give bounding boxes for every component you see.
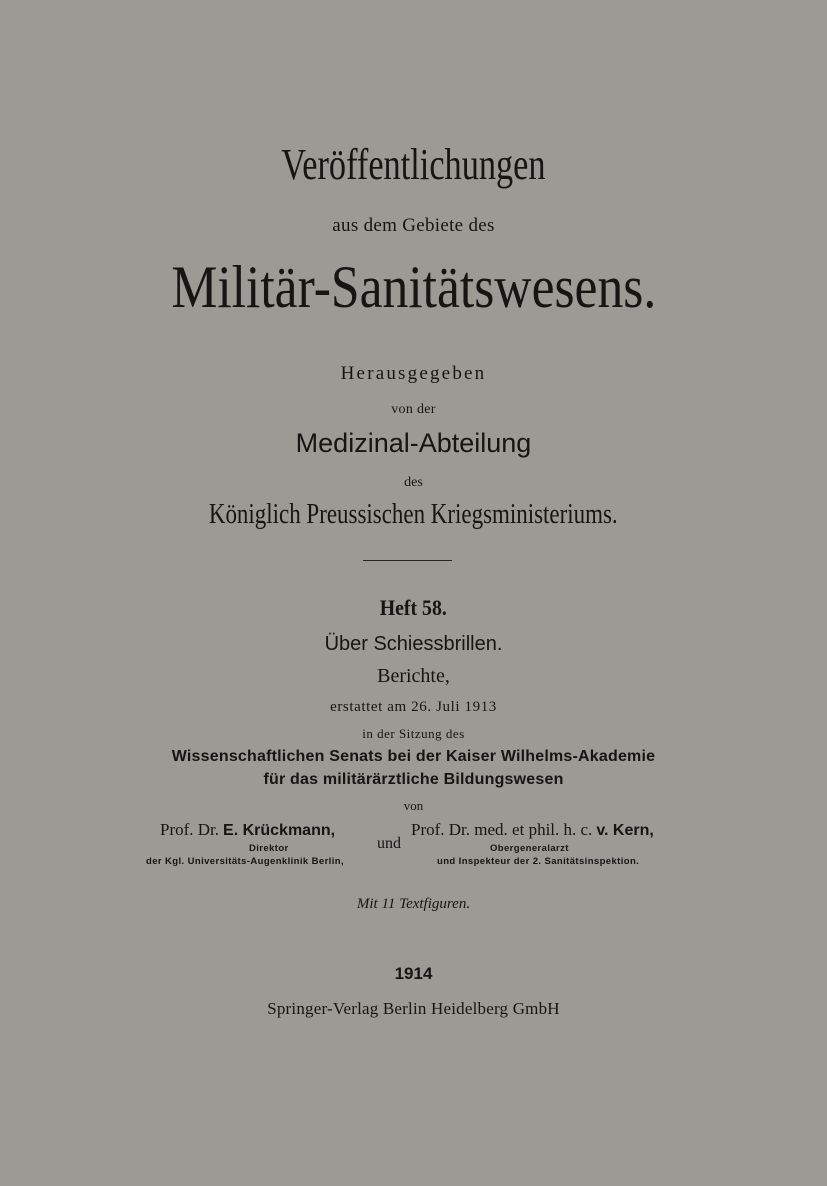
editor-label: Herausgegeben	[340, 363, 487, 384]
ministry-title: Königlich Preussischen Kriegsministeriums.	[209, 499, 618, 530]
author-left-name: Prof. Dr. E. Krückmann,	[160, 820, 336, 839]
issue-session: in der Sitzung des	[362, 726, 465, 741]
series-title: Veröffentlichungen	[281, 140, 546, 189]
editor-des: des	[404, 475, 423, 490]
department-title: Medizinal-Abteilung	[295, 428, 532, 458]
issue-reports: Berichte,	[377, 665, 450, 687]
editor-von-der: von der	[391, 402, 436, 417]
issue-date: erstattet am 26. Juli 1913	[330, 699, 497, 715]
author-right-affiliation: und Inspekteur der 2. Sanitätsinspektion.	[437, 856, 640, 867]
author-right-name: Prof. Dr. med. et phil. h. c. v. Kern,	[411, 820, 654, 839]
figures-note: Mit 11 Textfiguren.	[356, 896, 471, 912]
field-title: Militär-Sanitätswesens.	[171, 254, 656, 320]
imprint-year: 1914	[394, 964, 433, 983]
issue-subject: Über Schiessbrillen.	[324, 633, 503, 655]
author-right-role: Obergeneralarzt	[490, 843, 569, 854]
issue-number: Heft 58.	[379, 595, 448, 620]
series-subtitle: aus dem Gebiete des	[332, 215, 495, 236]
divider-rule	[363, 560, 452, 561]
authors-und: und	[377, 835, 401, 852]
authors-von: von	[403, 798, 424, 813]
senate-line-1: Wissenschaftlichen Senats bei der Kaiser Wilhelms-Akademie	[171, 748, 656, 765]
imprint-publisher: Springer-Verlag Berlin Heidelberg GmbH	[267, 999, 560, 1018]
senate-line-2: für das militärärztliche Bildungswesen	[263, 771, 564, 788]
author-left-role: Direktor	[249, 843, 289, 854]
author-left-affiliation: der Kgl. Universitäts-Augenklinik Berlin,	[146, 856, 344, 867]
